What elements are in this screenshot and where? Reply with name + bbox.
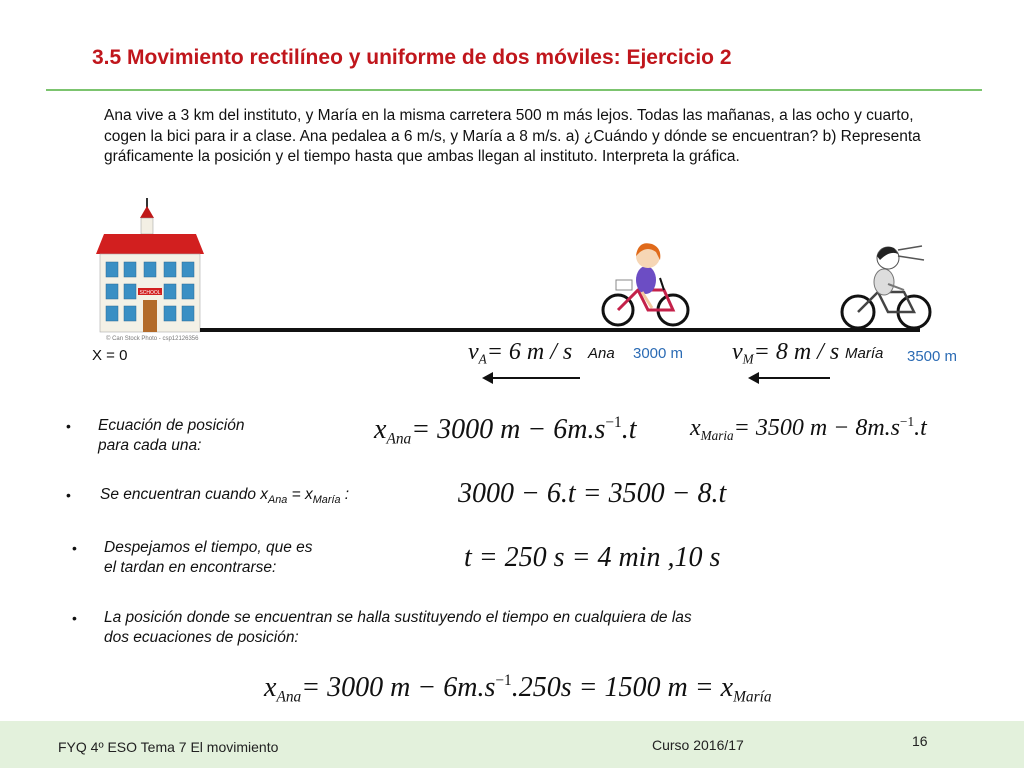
bullet-position-equation: • xyxy=(66,418,71,434)
bullet-solve-time: • xyxy=(72,540,77,556)
bullet-3-text: Despejamos el tiempo, que es el tardan en encontrarse: xyxy=(104,539,313,576)
school-building-illustration xyxy=(94,196,206,336)
maria-name-label: María xyxy=(845,345,884,362)
ana-velocity: $v_A= 6$ m / s xyxy=(468,339,573,367)
ana-position-label: 3000 m xyxy=(633,345,684,362)
footer-course-year: Curso 2016/17 xyxy=(652,737,744,753)
maria-cyclist-illustration xyxy=(832,238,936,332)
ana-position-equation: $x_{Ana}= 3000$ $m - 6m.s^{-1}.t$ xyxy=(374,414,637,448)
final-position-equation: $x_{Ana}= 3000$ $m - 6m.s^{-1}.250s = 1500$ $m = x_{María}$ xyxy=(264,672,772,706)
bullet-1-text: Ecuación de posición para cada una: xyxy=(98,417,245,454)
title-divider xyxy=(46,89,982,91)
ana-name-label: Ana xyxy=(588,345,615,362)
slide-number: 16 xyxy=(912,733,928,749)
ana-direction-arrow xyxy=(484,377,580,379)
bullet-meeting-condition: • xyxy=(66,487,71,503)
road-line xyxy=(200,328,920,332)
maria-position-equation: $x_{Maria}= 3500$ $m - 8m.s^{-1}.t$ xyxy=(690,414,927,443)
school-sign: SCHOOL xyxy=(139,290,161,296)
footer-course-topic: FYQ 4º ESO Tema 7 El movimiento xyxy=(58,739,279,755)
problem-statement: Ana vive a 3 km del instituto, y María en la misma carretera 500 m más lejos. Todas las mañanas, a las ocho y cuarto, cogen la bici para ir a clase. Ana pedalea a 6 m/s, y María a 8 m/s. a) ¿Cuándo y dónde se encuentran? b) Representa gráficamente la posición y el tiempo hasta que ambas llegan al instituto. Interpreta la gráfica. xyxy=(104,107,921,165)
bullet-4-text: La posición donde se encuentran se halla sustituyendo el tiempo en cualquiera de las dos ecuaciones de posición: xyxy=(104,609,692,646)
slide-title: 3.5 Movimiento rectilíneo y uniforme de dos móviles: Ejercicio 2 xyxy=(92,46,732,69)
maria-direction-arrow xyxy=(750,377,830,379)
time-solution: t = 250 s = 4 min ,10 s xyxy=(464,542,721,573)
maria-position-label: 3500 m xyxy=(907,348,958,365)
maria-velocity: $v_M= 8$ m / s xyxy=(732,339,840,367)
copyright-notice: © Can Stock Photo - csp12126356 xyxy=(106,336,199,342)
bullet-2-text: Se encuentran cuando $x_{Ana} = x_{María}$ : xyxy=(100,486,350,507)
ana-cyclist-illustration xyxy=(598,238,694,330)
origin-label: X = 0 xyxy=(92,347,128,364)
meeting-equation: 3000 − 6.t = 3500 − 8.t xyxy=(458,478,727,509)
bullet-meeting-position: • xyxy=(72,610,77,626)
